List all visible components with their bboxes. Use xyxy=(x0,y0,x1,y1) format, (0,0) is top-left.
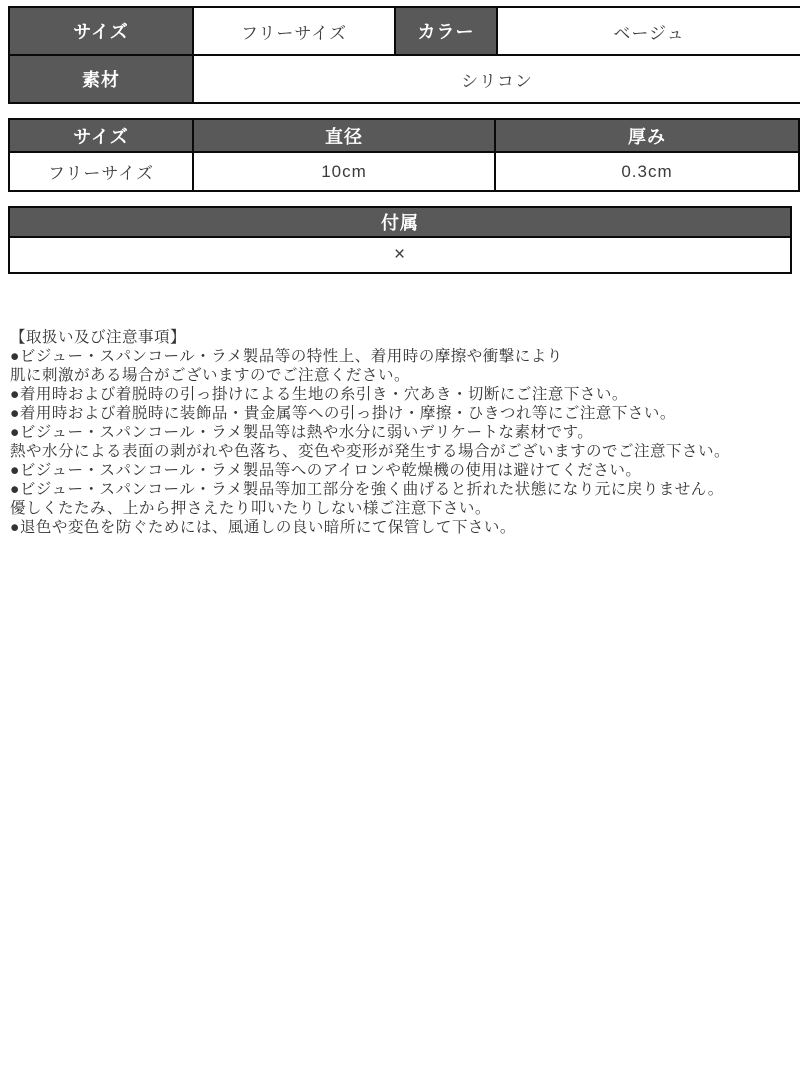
handling-note-line: ●退色や変色を防ぐためには、風通しの良い暗所にて保管して下さい。 xyxy=(10,519,516,536)
material-value-cell: シリコン xyxy=(193,55,800,103)
handling-notes xyxy=(10,328,792,537)
diameter-header-cell: 直径 xyxy=(193,119,495,152)
handling-note-line: 肌に刺激がある場合がございますのでご注意ください。 xyxy=(10,367,411,384)
diameter-value-cell: 10cm xyxy=(193,152,495,191)
material-header-cell: 素材 xyxy=(9,55,193,103)
color-value-cell: ベージュ xyxy=(497,7,800,55)
dim-size-value-cell: フリーサイズ xyxy=(9,152,193,191)
dimensions-table xyxy=(8,118,800,192)
table-row xyxy=(9,152,799,191)
handling-note-line: 熱や水分による表面の剥がれや色落ち、変色や変形が発生する場合がございますのでご注意下さい。 xyxy=(10,443,731,460)
size-header-cell: サイズ xyxy=(9,7,193,55)
table-header-row xyxy=(9,207,791,237)
table-header-row xyxy=(9,119,799,152)
thickness-value-cell: 0.3cm xyxy=(495,152,799,191)
table-row xyxy=(9,7,800,55)
handling-note-line: ●ビジュー・スパンコール・ラメ製品等は熱や水分に弱いデリケートな素材です。 xyxy=(10,424,594,441)
handling-note-line: ●ビジュー・スパンコール・ラメ製品等の特性上、着用時の摩擦や衝撃により xyxy=(10,348,563,365)
handling-note-line: ●着用時および着脱時に装飾品・貴金属等への引っ掛け・摩擦・ひきつれ等にご注意下さい。 xyxy=(10,405,676,422)
handling-note-line: ●ビジュー・スパンコール・ラメ製品等加工部分を強く曲げると折れた状態になり元に戻りません。 xyxy=(10,481,724,498)
size-value-cell: フリーサイズ xyxy=(193,7,395,55)
table-row xyxy=(9,55,800,103)
handling-notes-title: 【取扱い及び注意事項】 xyxy=(10,329,187,346)
handling-note-line: 優しくたたみ、上から押さえたり叩いたりしない様ご注意下さい。 xyxy=(10,500,491,517)
table-row xyxy=(9,237,791,273)
color-header-cell: カラー xyxy=(395,7,497,55)
handling-note-line: ●着用時および着脱時の引っ掛けによる生地の糸引き・穴あき・切断にご注意下さい。 xyxy=(10,386,628,403)
thickness-header-cell: 厚み xyxy=(495,119,799,152)
accessories-value-cell: × xyxy=(9,237,791,273)
accessories-table xyxy=(8,206,792,274)
size-color-material-table xyxy=(8,6,800,104)
accessories-header-cell: 付属 xyxy=(9,207,791,237)
dim-size-header-cell: サイズ xyxy=(9,119,193,152)
handling-note-line: ●ビジュー・スパンコール・ラメ製品等へのアイロンや乾燥機の使用は避けてください。 xyxy=(10,462,642,479)
